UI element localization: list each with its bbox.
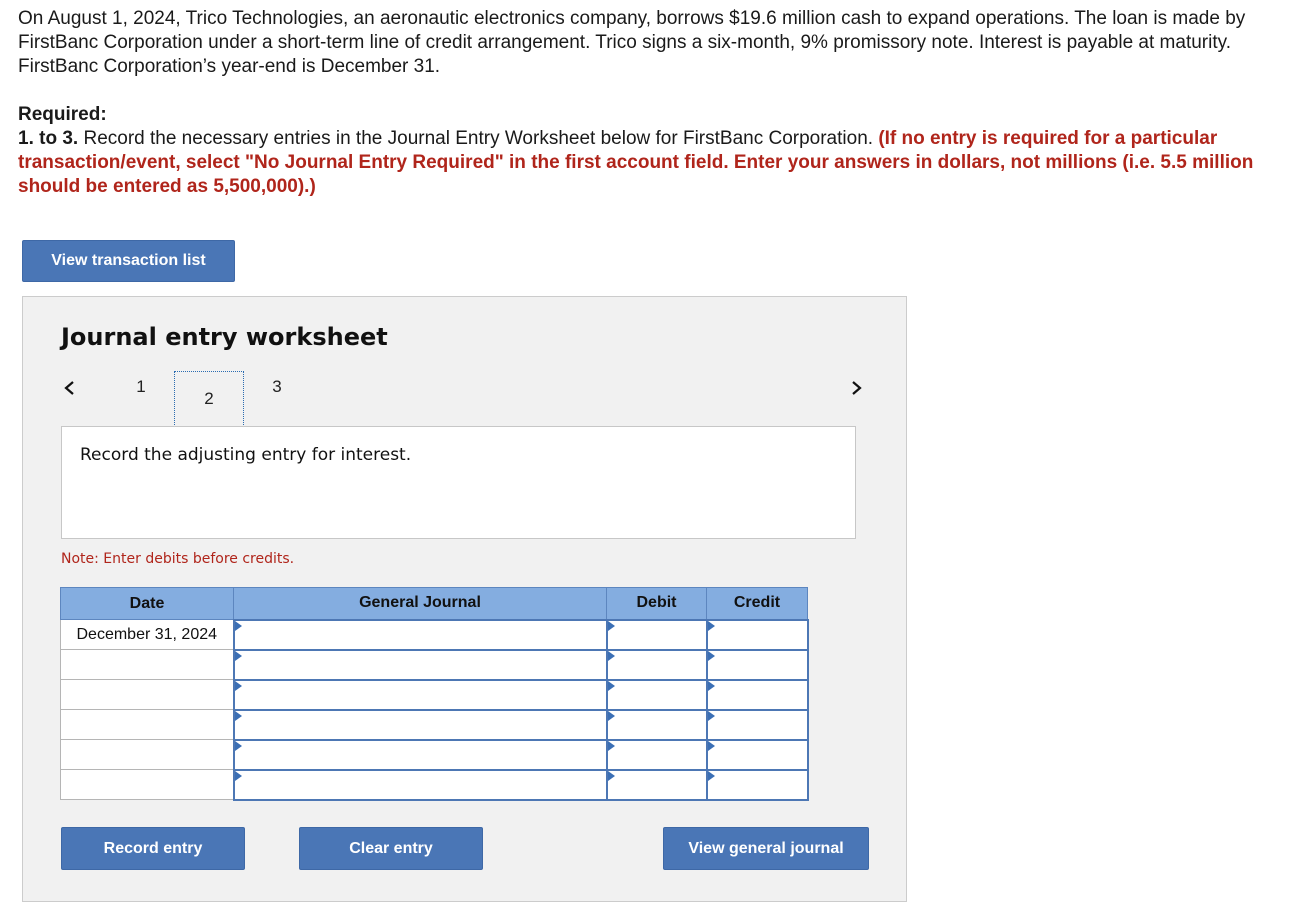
journal-table <box>60 587 809 801</box>
account-cell[interactable] <box>234 710 607 740</box>
view-transaction-list-button[interactable]: View transaction list <box>22 240 235 282</box>
journal-entry-worksheet-panel <box>22 296 907 902</box>
table-row <box>61 680 808 710</box>
worksheet-prompt-box <box>61 426 856 539</box>
worksheet-prompt: Record the adjusting entry for interest. <box>80 445 412 465</box>
debit-column-header: Debit <box>607 588 707 620</box>
instruction-red: (If no entry is required for a particular transaction/event, select "No Journal Entry Required" in the first account field. Enter your answers in dollars, not millions (i.e. 5.5 million should be entered as 5,500,000).) <box>18 128 1254 197</box>
credit-input[interactable] <box>708 621 807 649</box>
chevron-left-icon[interactable] <box>63 381 77 395</box>
table-row <box>61 740 808 770</box>
debit-input[interactable] <box>608 711 706 739</box>
account-input[interactable] <box>235 651 606 679</box>
worksheet-page-3[interactable]: 3 <box>272 377 282 396</box>
credit-input[interactable] <box>708 771 807 799</box>
credit-cell[interactable] <box>707 620 808 650</box>
view-general-journal-button[interactable]: View general journal <box>663 827 869 870</box>
account-input[interactable] <box>235 621 606 649</box>
worksheet-page-2-current[interactable]: 2 <box>174 371 244 427</box>
credit-cell[interactable] <box>707 680 808 710</box>
date-cell <box>61 740 234 770</box>
instruction-number: 1. to 3. <box>18 128 79 149</box>
clear-entry-button[interactable]: Clear entry <box>299 827 483 870</box>
debit-cell[interactable] <box>607 680 707 710</box>
credit-column-header: Credit <box>707 588 808 620</box>
date-cell <box>61 770 234 800</box>
table-row <box>61 620 808 650</box>
account-cell[interactable] <box>234 680 607 710</box>
debit-input[interactable] <box>608 741 706 769</box>
debit-cell[interactable] <box>607 710 707 740</box>
account-cell[interactable] <box>234 740 607 770</box>
date-cell <box>61 650 234 680</box>
credit-input[interactable] <box>708 711 807 739</box>
record-entry-button[interactable]: Record entry <box>61 827 245 870</box>
journal-header-row <box>61 588 808 620</box>
account-input[interactable] <box>235 741 606 769</box>
credit-input[interactable] <box>708 681 807 709</box>
credit-cell[interactable] <box>707 650 808 680</box>
credit-input[interactable] <box>708 741 807 769</box>
chevron-right-icon[interactable] <box>849 381 863 395</box>
instruction-text: Record the necessary entries in the Journal Entry Worksheet below for FirstBanc Corporation. <box>78 128 879 149</box>
debit-cell[interactable] <box>607 650 707 680</box>
table-row <box>61 770 808 800</box>
debit-cell[interactable] <box>607 620 707 650</box>
debit-cell[interactable] <box>607 740 707 770</box>
table-row <box>61 650 808 680</box>
credit-cell[interactable] <box>707 740 808 770</box>
debits-note: Note: Enter debits before credits. <box>61 551 295 567</box>
debit-input[interactable] <box>608 771 706 799</box>
debit-input[interactable] <box>608 681 706 709</box>
account-input[interactable] <box>235 771 606 799</box>
date-cell <box>61 680 234 710</box>
date-cell <box>61 710 234 740</box>
worksheet-title: Journal entry worksheet <box>61 323 388 351</box>
debit-input[interactable] <box>608 621 706 649</box>
credit-cell[interactable] <box>707 710 808 740</box>
date-column-header: Date <box>61 588 234 620</box>
debit-input[interactable] <box>608 651 706 679</box>
general-journal-column-header: General Journal <box>234 588 607 620</box>
account-cell[interactable] <box>234 620 607 650</box>
worksheet-page-1[interactable]: 1 <box>136 377 146 396</box>
debit-cell[interactable] <box>607 770 707 800</box>
account-cell[interactable] <box>234 650 607 680</box>
date-cell: December 31, 2024 <box>61 620 234 650</box>
required-label: Required: <box>18 104 107 125</box>
account-input[interactable] <box>235 681 606 709</box>
required-section <box>18 103 1288 199</box>
account-cell[interactable] <box>234 770 607 800</box>
credit-input[interactable] <box>708 651 807 679</box>
table-row <box>61 710 808 740</box>
problem-intro: On August 1, 2024, Trico Technologies, an aeronautic electronics company, borrows $19.6 million cash to expand operations. The loan is made by FirstBanc Corporation under a short-term line of credit arrangement. Trico signs a six-month, 9% promissory note. Interest is payable at maturity. FirstBanc Corporation’s year-end is December 31. <box>18 8 1246 77</box>
account-input[interactable] <box>235 711 606 739</box>
credit-cell[interactable] <box>707 770 808 800</box>
